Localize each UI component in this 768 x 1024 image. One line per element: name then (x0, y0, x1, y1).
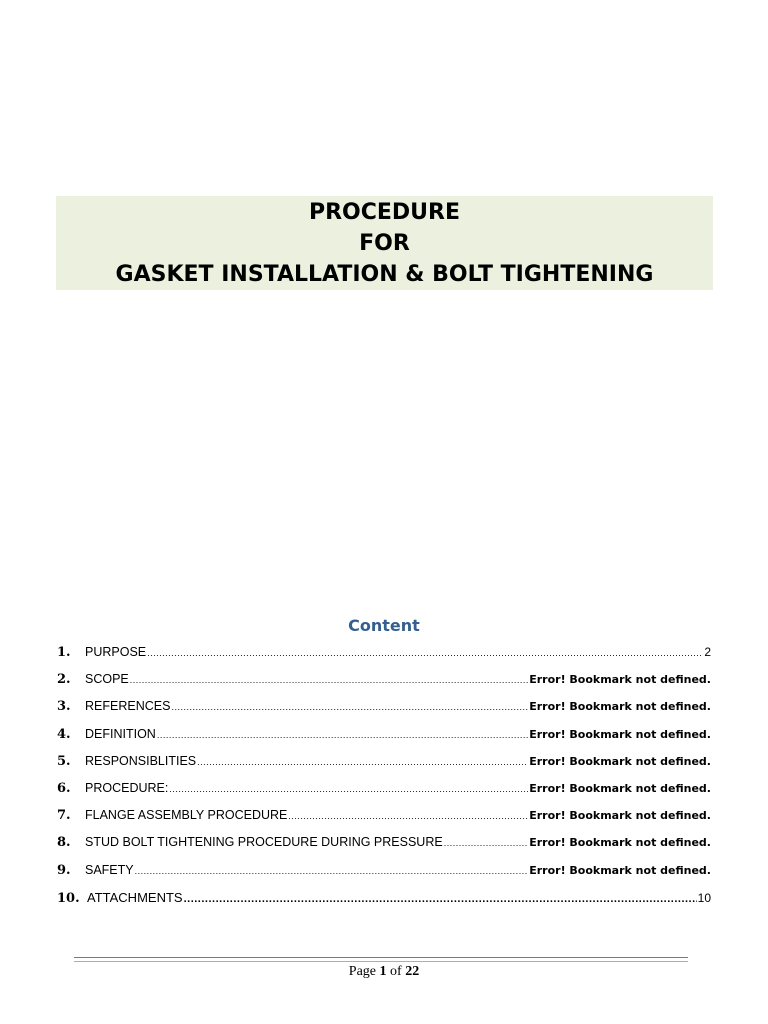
toc-entry[interactable] (57, 693, 711, 720)
toc-dot-leader (171, 694, 528, 720)
toc-entry[interactable] (57, 748, 711, 775)
toc-dot-leader (135, 858, 529, 884)
toc-entry-number: 2. (57, 672, 71, 688)
toc-entry-label: FLANGE ASSEMBLY PROCEDURE (85, 808, 288, 823)
current-page-number: 1 (379, 964, 387, 979)
title-line-2: FOR (359, 231, 410, 256)
toc-entry-page: 10 (697, 890, 711, 905)
footer-divider (74, 957, 688, 962)
toc-entry-page: Error! Bookmark not defined. (529, 809, 711, 823)
toc-entry[interactable] (57, 857, 711, 884)
toc-entry-page: Error! Bookmark not defined. (529, 863, 711, 877)
toc-dot-leader (197, 749, 528, 775)
toc-entry-page: Error! Bookmark not defined. (529, 836, 711, 850)
toc-entry-number: 4. (57, 726, 71, 742)
toc-entry-label: PROCEDURE: (85, 780, 169, 795)
toc-entry[interactable] (57, 775, 711, 802)
toc-entry-label: SAFETY (85, 862, 134, 877)
toc-entry-label: SCOPE (85, 672, 129, 687)
toc-entry-number: 8. (57, 835, 71, 851)
toc-entry-number: 10. (57, 890, 80, 906)
toc-dot-leader (147, 640, 703, 666)
total-page-count: 22 (405, 964, 420, 979)
toc-entry-label: ATTACHMENTS (87, 889, 183, 905)
footer-of: of (386, 964, 406, 979)
toc-dot-leader (157, 722, 528, 748)
toc-dot-leader (444, 830, 529, 856)
document-title-block (56, 196, 713, 290)
footer-prefix: Page (348, 964, 380, 979)
toc-entry[interactable] (57, 721, 711, 748)
toc-dot-leader (130, 667, 528, 693)
toc-dot-leader (288, 803, 528, 829)
toc-entry[interactable] (57, 802, 711, 829)
toc-entry-number: 7. (57, 808, 71, 824)
table-of-contents (57, 639, 711, 911)
toc-entry-page: 2 (704, 645, 711, 659)
toc-entry-number: 9. (57, 862, 71, 878)
title-line-3: GASKET INSTALLATION & BOLT TIGHTENING (115, 262, 654, 287)
toc-entry-label: DEFINITION (85, 726, 156, 741)
title-line-1: PROCEDURE (308, 200, 461, 225)
toc-entry-label: PURPOSE (85, 645, 147, 659)
toc-entry[interactable] (57, 666, 711, 693)
toc-entry-page: Error! Bookmark not defined. (529, 754, 711, 768)
toc-dot-leader (184, 886, 697, 911)
toc-entry-label: REFERENCES (85, 699, 171, 714)
toc-entry-page: Error! Bookmark not defined. (529, 700, 711, 714)
toc-entry-label: STUD BOLT TIGHTENING PROCEDURE DURING PRESSURE (85, 835, 443, 850)
toc-entry-number: 5. (57, 753, 71, 769)
toc-entry-number: 1. (57, 645, 71, 660)
toc-entry-page: Error! Bookmark not defined. (529, 781, 711, 795)
toc-entry-page: Error! Bookmark not defined. (529, 727, 711, 741)
toc-entry-label: RESPONSIBLITIES (85, 753, 197, 768)
toc-dot-leader (169, 776, 528, 802)
toc-entry-number: 3. (57, 699, 71, 715)
toc-entry[interactable] (57, 884, 711, 911)
toc-heading: Content (348, 616, 420, 635)
toc-entry[interactable] (57, 639, 711, 666)
toc-entry-number: 6. (57, 780, 71, 796)
toc-entry-page: Error! Bookmark not defined. (529, 673, 711, 687)
page-footer (0, 964, 768, 980)
toc-entry[interactable] (57, 829, 711, 856)
